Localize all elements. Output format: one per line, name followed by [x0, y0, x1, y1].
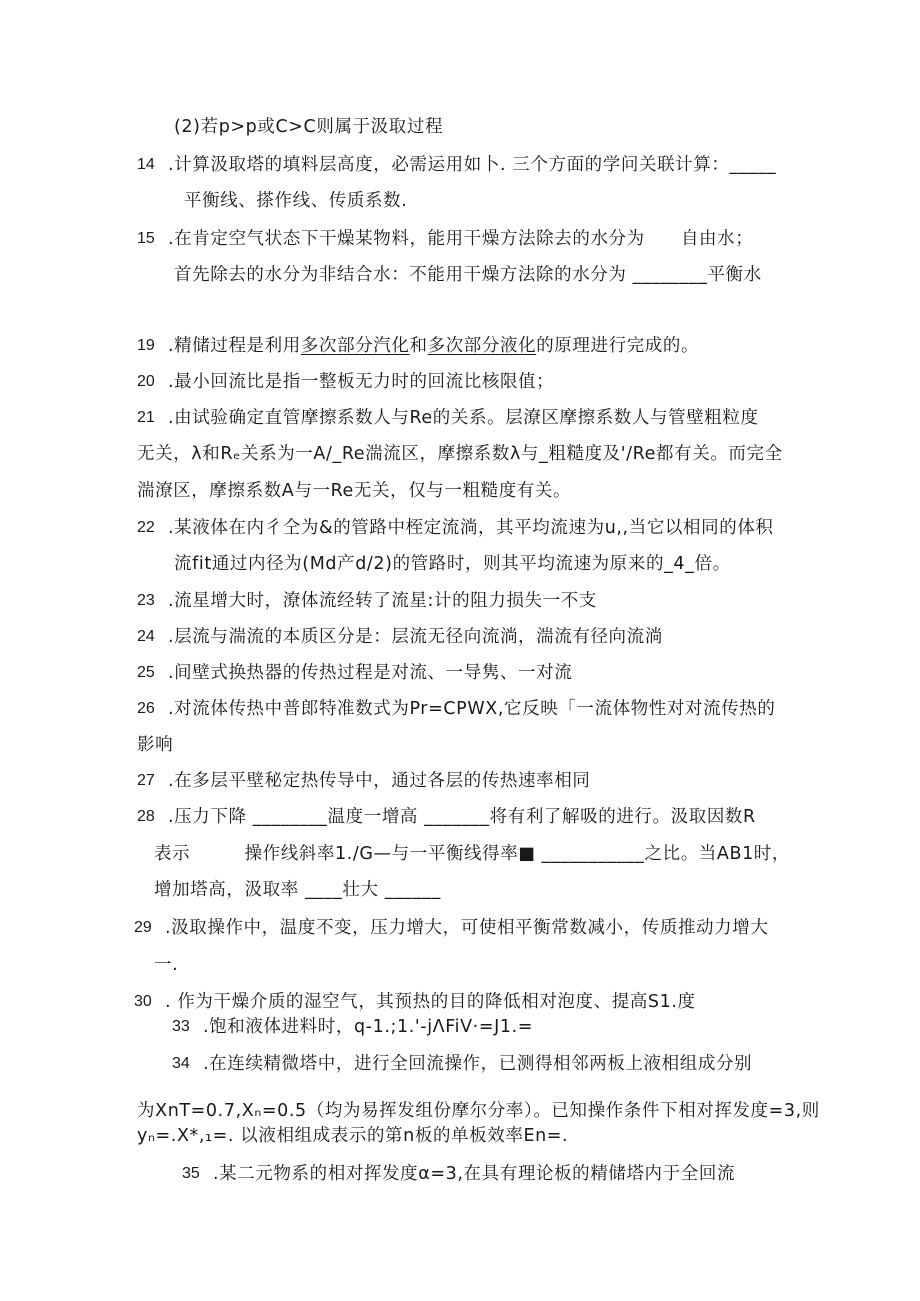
text-line: 影响: [137, 735, 174, 755]
text-line: .压力下降 ________温度一增高 _______将有利了解吸的进行。汲取因数R: [168, 807, 756, 827]
item-number: 14: [137, 156, 155, 173]
text-line: .在肯定空气状态下干燥某物料，能用干燥方法除去的水分为 自由水；: [168, 229, 754, 249]
text-line: 增加塔高，汲取率 ____壮大 ______: [154, 880, 441, 900]
text-segment: .精储过程是利用: [168, 336, 301, 356]
item-number: 35: [182, 1165, 200, 1182]
item-number: 22: [137, 519, 155, 536]
text-line: .计算汲取塔的填料层高度，必需运用如卜. 三个方面的学问关联计算：_____: [168, 155, 777, 175]
item-number: 34: [172, 1055, 190, 1072]
item-number: 27: [137, 772, 155, 789]
text-line: .饱和液体进料时，q-1.;1.'-jΛFiV·=J1.=: [203, 1017, 534, 1037]
underlined-answer: 多次部分汽化: [300, 336, 410, 356]
text-line: . 作为干燥介质的湿空气，其预热的目的降低相对泡度、提高S1.度: [165, 992, 696, 1012]
item-number: 26: [137, 700, 155, 717]
item-number: 28: [137, 808, 155, 825]
item-number: 33: [172, 1018, 190, 1035]
text-line: 湍潦区，摩擦系数A与一Re无关，仅与一粗糙度有关。: [137, 481, 572, 501]
item-number: 23: [137, 592, 155, 609]
text-line: .最小回流比是指一整板无力时的回流比核限值；: [168, 372, 555, 392]
text-line: .在多层平壁秘定热传导中，通过各层的传热速率相同: [168, 771, 591, 791]
text-line: [168, 335, 699, 357]
text-line: .流星增大时，潦体流经转了流星:计的阻力损失一不支: [168, 591, 597, 611]
item-number: 24: [137, 628, 155, 645]
text-line: 表示 操作线斜率1./G—与一平衡线得率■ ___________之比。当AB1时，: [154, 844, 791, 864]
text-line: 无关，λ和Rₑ关系为一A/_Re湍流区，摩擦系数λ与_粗糙度及'/Re都有关。而完全: [137, 444, 783, 464]
item-number: 19: [137, 337, 155, 354]
text-line: .由试验确定直管摩擦系数人与Re的关系。层潦区摩擦系数人与管壁粗粒度: [168, 408, 759, 428]
text-line: 平衡线、搽作线、传质系数.: [184, 191, 408, 211]
text-line: .对流体传热中普郎特准数式为Pr=CPWX,它反映「一流体物性对对流传热的: [168, 699, 776, 719]
text-line: .在连续精微塔中，进行全回流操作，已测得相邻两板上液相组成分别: [203, 1054, 753, 1074]
item-number: 15: [137, 230, 155, 247]
item-number: 25: [137, 664, 155, 681]
text-line: yₙ=.X*,₁=. 以液相组成表示的第n板的单板效率En=.: [137, 1126, 569, 1146]
underlined-answer: 多次部分液化: [427, 336, 537, 356]
item-number: 21: [137, 409, 155, 426]
text-line: .某二元物系的相对挥发度α=3,在具有理论板的精储塔内于全回流: [213, 1164, 736, 1184]
text-line: .某液体在内彳仝为&的管路中桎定流淌，其平均流速为u,,当它以相同的体积: [168, 518, 774, 538]
item-number: 30: [134, 993, 152, 1010]
text-line: (2)若p>p或C>C则属于汲取过程: [174, 117, 444, 137]
text-line: 流fit通过内径为(Md产d/2)的管路时，则其平均流速为原来的_4_倍。: [174, 554, 731, 574]
text-line: 首先除去的水分为非结合水：不能用干燥方法除的水分为 ________平衡水: [174, 265, 762, 285]
text-line: 一.: [154, 955, 179, 975]
text-line: .层流与湍流的本质区分是：层流无径向流淌，湍流有径向流淌: [168, 627, 663, 647]
text-line: .间壁式换热器的传热过程是对流、一导隽、一对流: [168, 663, 573, 683]
text-segment: 和: [409, 336, 428, 356]
item-number: 29: [134, 919, 152, 936]
item-number: 20: [137, 373, 155, 390]
text-line: .汲取操作中，温度不变，压力增大，可使相平衡常数减小，传质推动力增大: [165, 918, 769, 938]
text-segment: 的原理进行完成的。: [536, 336, 700, 356]
text-line: 为XnT=0.7,Xₙ=0.5（均为易挥发组份摩尔分率）。已知操作条件下相对挥发度=3,则: [137, 1101, 820, 1121]
